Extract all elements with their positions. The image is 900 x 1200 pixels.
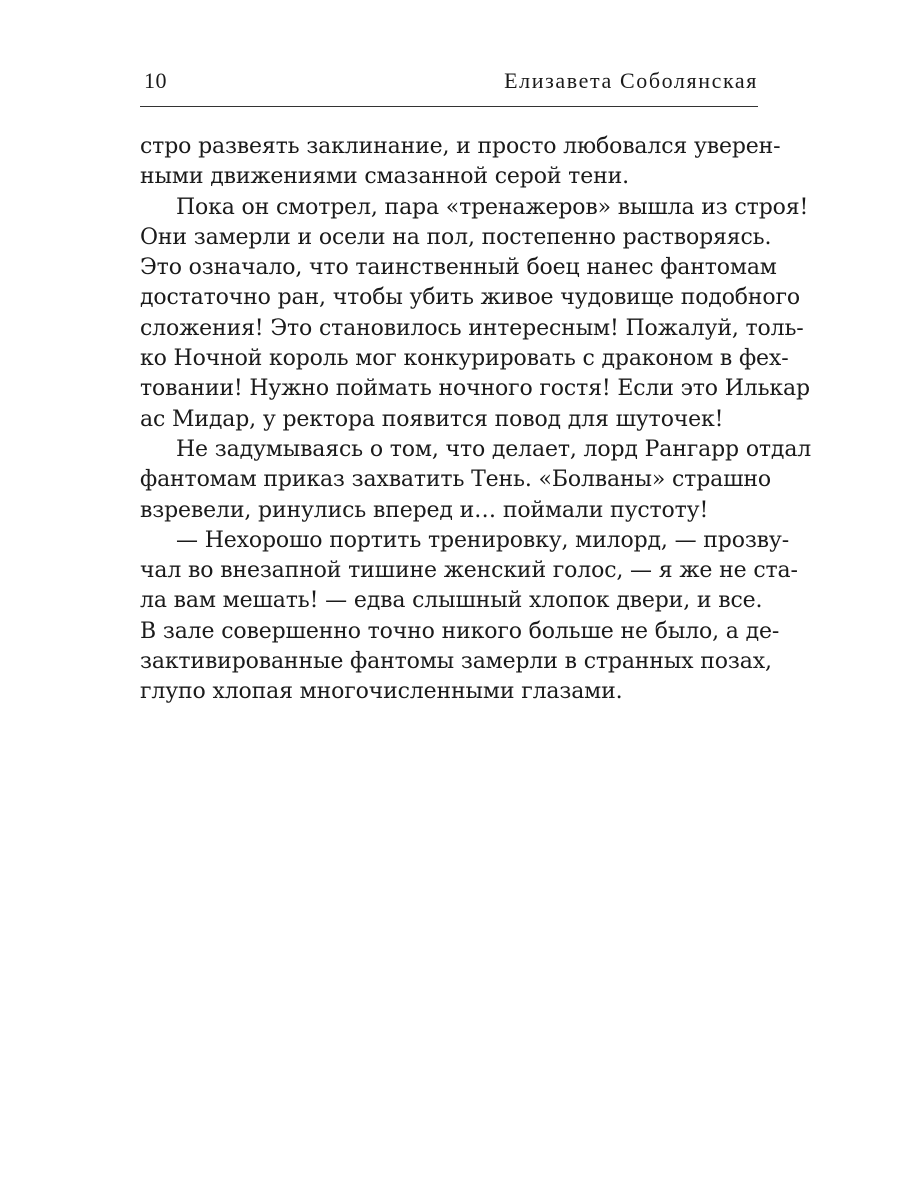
text-line: товании! Нужно поймать ночного гостя! Если это Илькар xyxy=(140,376,810,402)
page-number: 10 xyxy=(144,68,167,93)
text-line: Пока он смотрел, пара «тренажеров» вышла из строя! xyxy=(176,194,809,220)
text-line: — Нехорошо портить тренировку, милорд, — прозву- xyxy=(176,527,789,553)
author-name: Елизавета Соболянская xyxy=(504,68,758,93)
text-line: чал во внезапной тишине женский голос, — я же не ста- xyxy=(140,558,798,584)
text-line: глупо хлопая многочисленными глазами. xyxy=(140,679,623,705)
header-divider xyxy=(140,106,758,107)
body-text xyxy=(140,132,812,708)
text-line: Не задумываясь о том, что делает, лорд Рангарр отдал xyxy=(176,436,812,462)
running-head xyxy=(140,68,758,98)
text-line: ла вам мешать! — едва слышный хлопок двери, и все. xyxy=(140,588,763,614)
text-line: ко Ночной король мог конкурировать с драконом в фех- xyxy=(140,346,789,372)
text-line: Это означало, что таинственный боец нанес фантомам xyxy=(140,255,777,281)
text-line: достаточно ран, чтобы убить живое чудовище подобного xyxy=(140,285,800,311)
text-line: Они замерли и осели на пол, постепенно растворяясь. xyxy=(140,224,772,250)
text-line: В зале совершенно точно никого больше не было, а де- xyxy=(140,618,780,644)
text-line: ас Мидар, у ректора появится повод для шуточек! xyxy=(140,406,724,432)
text-line: ными движениями смазанной серой тени. xyxy=(140,164,629,190)
text-line: зактивированные фантомы замерли в странных позах, xyxy=(140,649,772,675)
text-line: взревели, ринулись вперед и… поймали пустоту! xyxy=(140,497,709,523)
text-line: фантомам приказ захватить Тень. «Болваны» страшно xyxy=(140,467,772,493)
text-line: стро развеять заклинание, и просто любовался уверен- xyxy=(140,134,781,159)
text-line: сложения! Это становилось интересным! Пожалуй, толь- xyxy=(140,315,804,341)
